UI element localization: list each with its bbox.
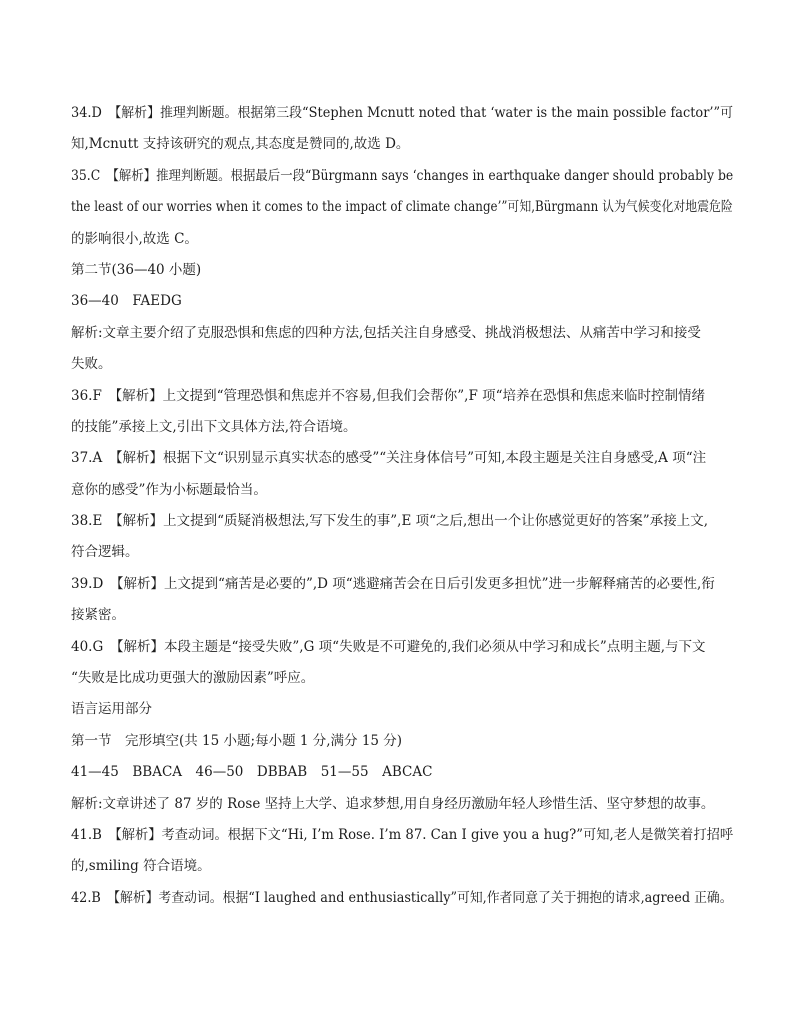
section-heading: 第二节(36—40 小题): [71, 261, 202, 278]
text-line: 接紧密。: [71, 607, 125, 624]
section-heading: 第一节 完形填空(共 15 小题;每小题 1 分,满分 15 分): [71, 732, 403, 749]
text-line: 知,Mcnutt 支持该研究的观点,其态度是赞同的,故选 D。: [71, 136, 410, 153]
answer-explanations: [71, 98, 734, 914]
answer-key: 36—40 FAEDG: [71, 293, 182, 310]
text-line: the least of our worries when it comes to the impact of climate change’”可知,Bürgmann 认为气候变化对地震危险: [71, 199, 733, 216]
text-line: 的影响很小,故选 C。: [71, 230, 198, 247]
text-line: 意你的感受”作为小标题最恰当。: [71, 481, 267, 498]
text-line: 35.C 【解析】推理判断题。根据最后一段“Bürgmann says ‘changes in earthquake danger should probably be: [71, 167, 734, 184]
text-line: 36.F 【解析】上文提到“管理恐惧和焦虑并不容易,但我们会帮你”,F 项“培养在恐惧和焦虑来临时控制情绪: [71, 387, 706, 404]
part-heading: 语言运用部分: [71, 701, 152, 718]
text-line: 失败。: [71, 356, 112, 373]
text-line: 38.E 【解析】上文提到“质疑消极想法,写下发生的事”,E 项“之后,想出一个让你感觉更好的答案”承接上文,: [71, 513, 708, 530]
text-line: 的,smiling 符合语境。: [71, 858, 211, 875]
text-line: 解析:文章讲述了 87 岁的 Rose 坚持上大学、追求梦想,用自身经历激励年轻人珍惜生活、坚守梦想的故事。: [71, 795, 715, 812]
text-line: 符合逻辑。: [71, 544, 139, 561]
text-line: 34.D 【解析】推理判断题。根据第三段“Stephen Mcnutt noted that ‘water is the main possible factor’”可: [71, 105, 733, 121]
answer-key: 41—45 BBACA 46—50 DBBAB 51—55 ABCAC: [71, 764, 433, 781]
text-line: 40.G 【解析】本段主题是“接受失败”,G 项“失败是不可避免的,我们必须从中学习和成长”点明主题,与下文: [71, 638, 706, 655]
text-line: 解析:文章主要介绍了克服恐惧和焦虑的四种方法,包括关注自身感受、挑战消极想法、从痛苦中学习和接受: [71, 324, 701, 341]
text-line: 41.B 【解析】考查动词。根据下文“Hi, I’m Rose. I’m 87. Can I give you a hug?”可知,老人是微笑着打招呼: [71, 826, 734, 843]
text-line: “失败是比成功更强大的激励因素”呼应。: [71, 670, 315, 687]
text-line: 39.D 【解析】上文提到“痛苦是必要的”,D 项“逃避痛苦会在日后引发更多担忧”进一步解释痛苦的必要性,衔: [71, 575, 715, 592]
text-line: 的技能”承接上文,引出下文具体方法,符合语境。: [71, 418, 357, 435]
text-line: 42.B 【解析】考查动词。根据“I laughed and enthusiastically”可知,作者同意了关于拥抱的请求,agreed 正确。: [71, 889, 733, 906]
text-line: 37.A 【解析】根据下文“识别显示真实状态的感受”“关注身体信号”可知,本段主题是关注自身感受,A 项“注: [71, 450, 707, 467]
